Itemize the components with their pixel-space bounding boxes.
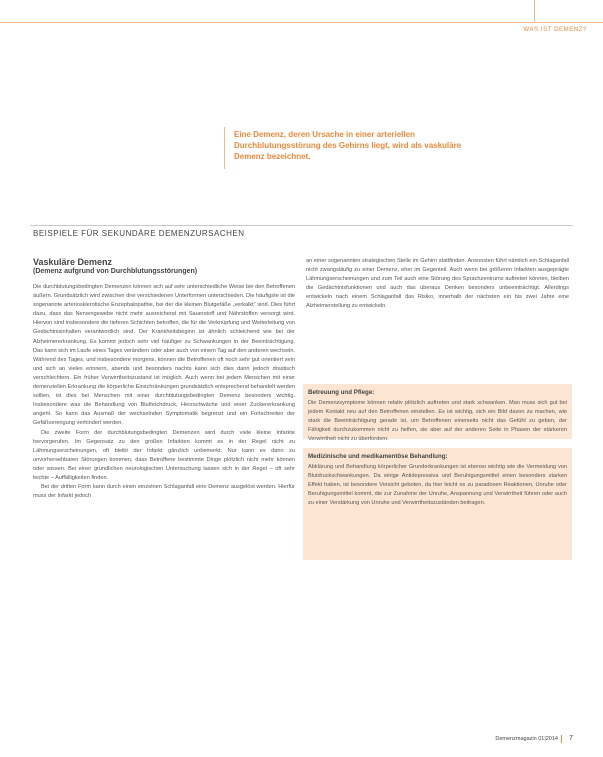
top-tick-line: [534, 0, 535, 22]
info-box-title: Medizinische und medikamentöse Behandlung:: [308, 453, 448, 460]
footer-magazine: Demenzmagazin 01|2014: [495, 736, 558, 742]
page-number: 7: [569, 735, 573, 742]
article-subtitle: Vaskuläre Demenz: [33, 257, 113, 267]
heading-rule: [30, 225, 573, 226]
section-label: WAS IST DEMENZ?: [523, 27, 587, 33]
article-heading: BEISPIELE FÜR SEKUNDÄRE DEMENZURSACHEN: [33, 229, 245, 238]
footer-divider: [561, 735, 562, 743]
info-box-treatment: [303, 448, 572, 560]
pull-quote: Eine Demenz, deren Ursache in einer arteriellen Durchblutungsstörung des Gehirns liegt, wird als vaskuläre Demenz bezeichnet.: [234, 130, 462, 161]
info-box-title: Betreuung und Pflege:: [308, 389, 375, 396]
article-subtitle-note: (Demenz aufgrund von Durchblutungsstörungen): [33, 268, 198, 275]
info-box-care: [303, 384, 572, 443]
pull-quote-bar: [224, 127, 225, 169]
right-column: [306, 257, 569, 379]
info-box-text: Die Demenzsymptome können relativ plötzlich auftreten und stark schwanken. Man muss sich gut bei jedem Kontakt neu auf den Betroffenen einstellen. Es ist wichtig, sich ein Bild davon zu machen, wie stark die Beeinträchtigung gerade ist, um Betroffenen einerseits nicht das Gefühl zu geben, der Fähigkeit durchzukommen nicht zu helfen, sie aber auf der anderen Seite in Phasen der stärkeren Verwirrtheit nicht zu überfordern.: [308, 400, 567, 443]
top-rule: [0, 22, 603, 23]
left-column: [33, 283, 295, 738]
paragraph: Bei der dritten Form kann durch einen einzelnen Schlaganfall eine Demenz ausgelöst werden. Hierfür muss der Infarkt jedoch: [33, 484, 295, 500]
paragraph: an einer sogenannten strategischen Stelle im Gehirn stattfinden. Ansonsten führt nämlich ein Schlaganfall nicht zwangsläufig zu einer Demenz, eher im Gegenteil. Auch wenn bei größeren Infarkten ausgeprägte Lähmungserscheinungen und zum Teil auch eine Störung des Sprachzentrums auftreten können, bleiben die Gedächtnisfunktionen und auch das überaus Denken besonders unbeeinträchtigt. Allerdings entwickeln nach einem Schlaganfall das Risiko, innerhalb der nächsten ein bis zwei Jahre eine Alzheimerstellung zu entwickeln.: [306, 258, 569, 310]
paragraph: Die zweite Form der durchblutungsbedingten Demenzen wird durch viele kleine Infarkte hervorgerufen. Im Gegensatz zu den großen Infarkten kommt es in der Regel nicht zu Lähmungserscheinungen, oft bleibt der Infarkt gänzlich unbemerkt. Nur kann es dann zu unvorhersehbaren Störungen kommen, dass Betroffene bestimmte Dinge plötzlich nicht mehr können oder wissen. Bei einer gründlichen neurologischen Untersuchung lassen sich in der Regel – oft sehr leichte – Auffälligkeiten finden.: [33, 429, 295, 481]
info-box-text: Abklärung und Behandlung körperlicher Grunderkrankungen ist ebenso wichtig wie die Vermeidung von Blutdruckschwankungen. Da einige Antidepressiva und Beruhigungsmittel einen besonders starken Effekt haben, ist besondere Vorsicht geboten, da hier leicht es zu paradoxen Reaktionen, Unruhe oder Beruhigungsmittel kommt, die zur Zunahme der Unruhe, Anspannung und Verwirrtheit führen oder auch zu einer Verstärkung von Unruhe und Verwirrtheitszuständen beitragen.: [308, 464, 567, 507]
paragraph: Die durchblutungsbedingten Demenzen können sich auf sehr unterschiedliche Weise bei den Betroffenen äußern. Grundsätzlich wird zwischen drei verschiedenen Unterformen unterschieden. Die häufigste ist die sogenannte arteriosklerotische Enzephalopathie, bei der die kleinen Blutgefäße „verkalkt“ sind. Dies führt dazu, dass das Nervengewebe nicht mehr ausreichend mit Sauerstoff und Nährstoffen versorgt wird. Hiervon sind insbesondere die tieferen Schichten betroffen, die für die Verknüpfung und Weiterleitung von Gedächtnisinhalten verantwortlich sind. Der Krankheitsbeginn ist ähnlich schleichend wie bei der Alzheimererkrankung. Es kommt jedoch sehr viel häufiger zu Schwankungen in der Beeinträchtigung. Das kann sich im Laufe eines Tages verändern oder aber auch von einem Tag auf den anderen wechseln. Während des Tages, und insbesondere morgens, können die Betroffenen oft noch sehr gut orientiert sein und sich an vieles erinnern, abends und besonders nachts kann sich dies dann jedoch drastisch verschlechtern. Ein früher Verwirrtheitszustand ist möglich. Auch wenn bei jedem Menschen mit einer demenziellen Erkrankung die körperliche Einschränkungen grundsätzlich entsprechend behandelt werden sollten, ist dies bei Menschen mit einer durchblutungsbedingten Demenz besonders wichtig. Insbesondere was die Behandlung von Bluthochdruck, Herzschwäche und einer Zuckererkrankung angeht. So kann das Ausmaß der wechselnden Symptomatik begrenzt und ein Fortschreiten der Gefäßverengung verhindert werden.: [33, 284, 295, 427]
